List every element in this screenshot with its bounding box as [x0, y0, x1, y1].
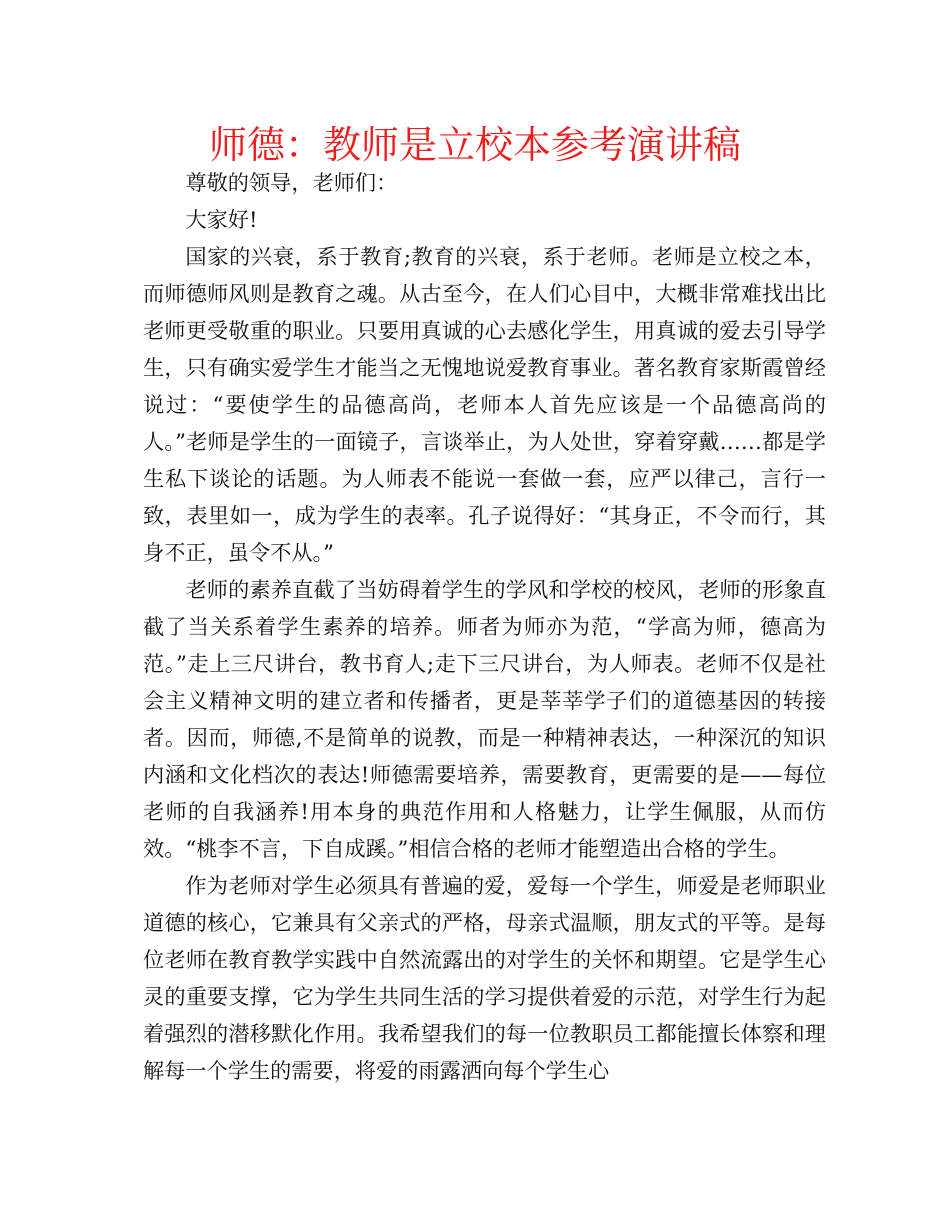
- greeting: 大家好!: [185, 207, 258, 232]
- document-body: [143, 164, 826, 1089]
- salutation: 尊敬的领导，老师们：: [185, 170, 398, 195]
- document-title: 师德：教师是立校本参考演讲稿: [208, 123, 741, 167]
- paragraph-1: 国家的兴衰，系于教育;教育的兴衰，系于老师。老师是立校之本，而师德师风则是教育之魂。从古至今，在人们心目中，大概非常难找出比老师更受敬重的职业。只要用真诚的心去感化学生，用真诚的爱去引导学生，只有确实爱学生才能当之无愧地说爱教育事业。著名教育家斯霞曾经说过：“要使学生的品德高尚，老师本人首先应该是一个品德高尚的人。”老师是学生的一面镜子，言谈举止，为人处世，穿着穿戴……都是学生私下谈论的话题。为人师表不能说一套做一套，应严以律己，言行一致，表里如一，成为学生的表率。孔子说得好：“其身正，不令而行，其身不正，虽令不从。”: [143, 244, 826, 565]
- paragraph-3: 作为老师对学生必须具有普遍的爱，爱每一个学生，师爱是老师职业道德的核心，它兼具有父亲式的严格，母亲式温顺，朋友式的平等。是每位老师在教育教学实践中自然流露出的对学生的关怀和期望。它是学生心灵的重要支撑，它为学生共同生活的学习提供着爱的示范，对学生行为起着强烈的潜移默化作用。我希望我们的每一位教职员工都能擅长体察和理解每一个学生的需要，将爱的雨露洒向每个学生心: [143, 873, 826, 1083]
- paragraph-2: 老师的素养直截了当妨碍着学生的学风和学校的校风，老师的形象直截了当关系着学生素养的培养。师者为师亦为范，“学高为师，德高为范。”走上三尺讲台，教书育人;走下三尺讲台，为人师表。老师不仅是社会主义精神文明的建立者和传播者，更是莘莘学子们的道德基因的转接者。因而，师德,不是简单的说教，而是一种精神表达，一种深沉的知识内涵和文化档次的表达!师德需要培养，需要教育，更需要的是——每位老师的自我涵养!用本身的典范作用和人格魅力，让学生佩服，从而仿效。“桃李不言，下自成蹊。”相信合格的老师才能塑造出合格的学生。: [143, 577, 826, 861]
